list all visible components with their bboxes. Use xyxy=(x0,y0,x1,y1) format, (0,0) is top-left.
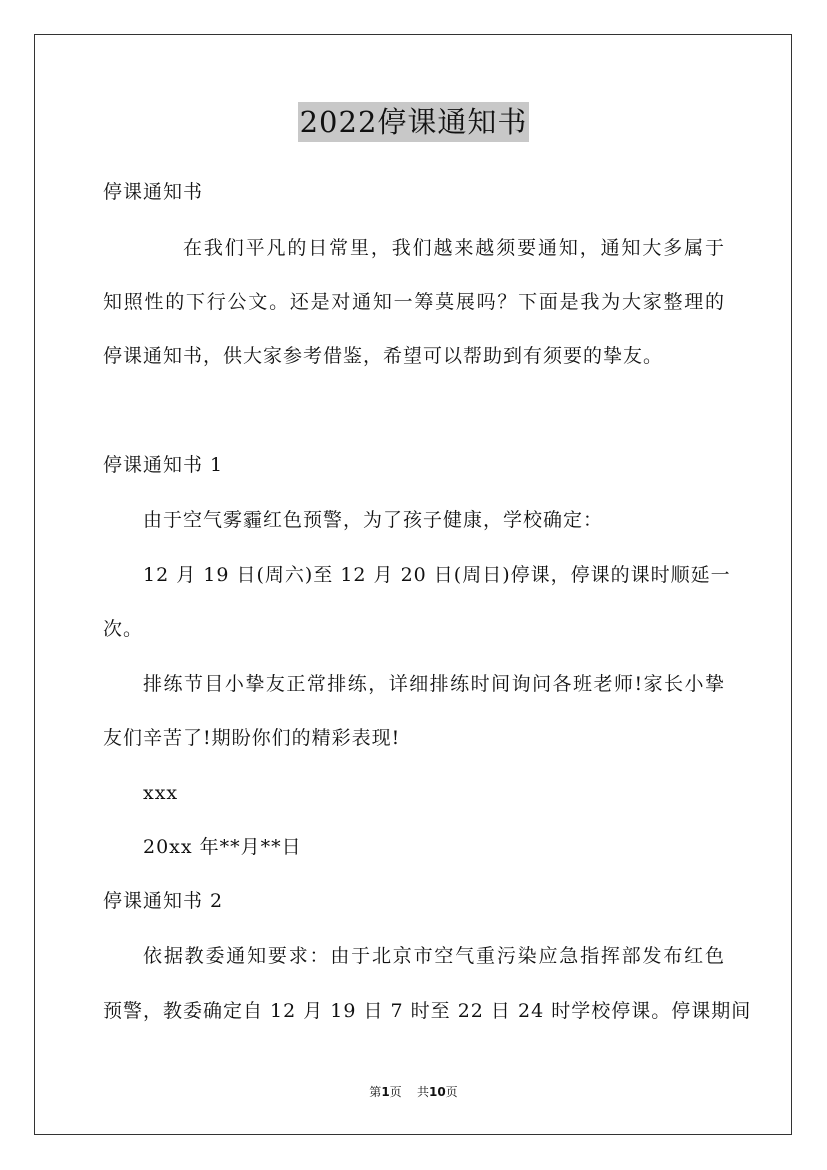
title-container xyxy=(0,102,827,142)
paragraph-line: 预警，教委确定自 12 月 19 日 7 时至 22 日 24 时学校停课。停课期间 xyxy=(103,1000,752,1022)
paragraph-line: 由于空气雾霾红色预警，为了孩子健康，学校确定： xyxy=(143,509,604,531)
paragraph-line: 停课通知书，供大家参考借鉴，希望可以帮助到有须要的挚友。 xyxy=(103,345,664,367)
paragraph-line: 次。 xyxy=(103,618,144,640)
page-suffix: 页 xyxy=(389,1085,402,1099)
paragraph-line: 友们辛苦了!期盼你们的精彩表现! xyxy=(103,727,401,749)
paragraph-line: 排练节目小挚友正常排练，详细排练时间询问各班老师!家长小挚 xyxy=(143,673,725,695)
signature-date: 20xx 年**月**日 xyxy=(143,836,302,858)
paragraph-line: 12 月 19 日(周六)至 12 月 20 日(周日)停课，停课的课时顺延一 xyxy=(143,564,731,586)
page-number: 1 xyxy=(381,1085,390,1099)
section-heading: 停课通知书 1 xyxy=(103,454,224,476)
paragraph-line: 在我们平凡的日常里，我们越来越须要通知，通知大多属于 xyxy=(183,237,725,259)
section-heading: 停课通知书 xyxy=(103,181,204,203)
page-footer xyxy=(0,1083,827,1101)
total-pages: 10 xyxy=(428,1085,446,1099)
signature-name: xxx xyxy=(143,782,179,804)
paragraph-line: 依据教委通知要求：由于北京市空气重污染应急指挥部发布红色 xyxy=(143,945,725,967)
page-prefix: 第 xyxy=(369,1085,382,1099)
document-title: 2022停课通知书 xyxy=(298,102,530,142)
paragraph-line: 知照性的下行公文。还是对通知一筹莫展吗？下面是我为大家整理的 xyxy=(103,291,725,313)
section-heading: 停课通知书 2 xyxy=(103,890,224,912)
total-suffix: 页 xyxy=(445,1085,458,1099)
total-prefix: 共 xyxy=(416,1085,429,1099)
